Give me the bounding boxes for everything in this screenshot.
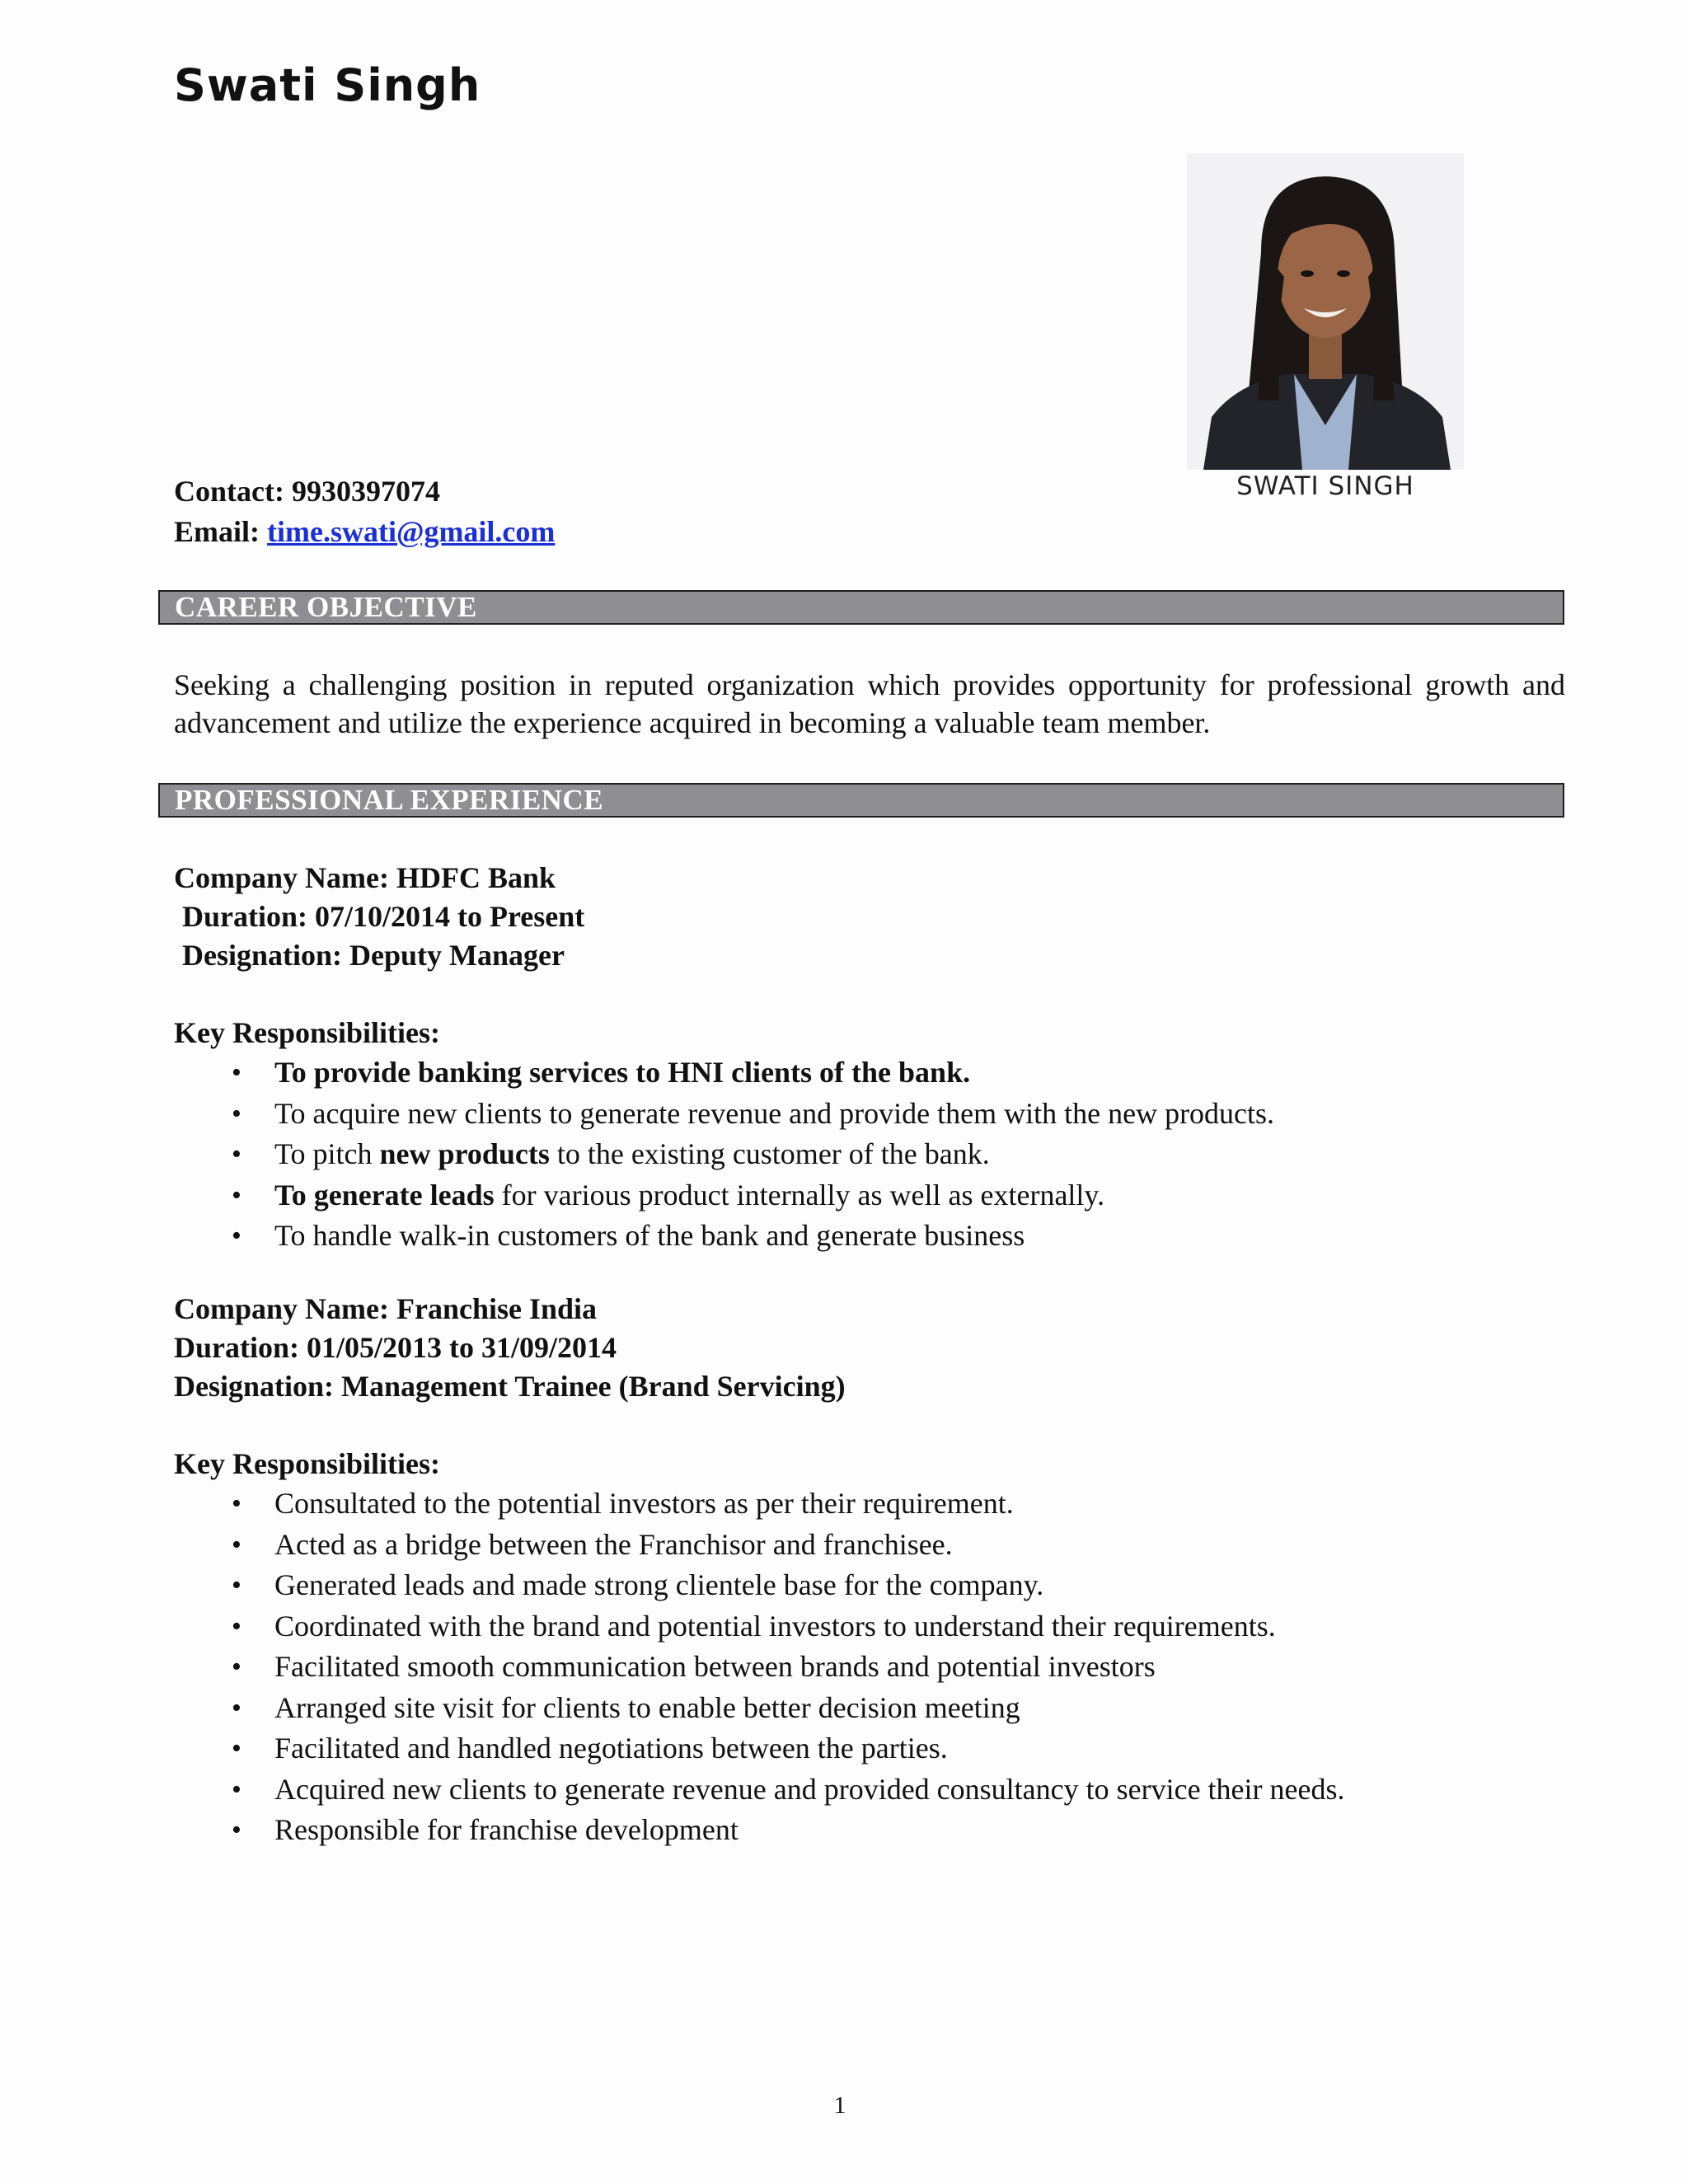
list-item: • Facilitated and handled negotiations between the parties.	[174, 1728, 1345, 1769]
job-designation: Designation: Management Trainee (Brand Servicing)	[174, 1370, 846, 1403]
list-item: • Acquired new clients to generate revenue and provided consultancy to service their needs.	[174, 1769, 1345, 1811]
item-text: To handle walk-in customers of the bank and generate business	[274, 1219, 1025, 1252]
list-item: • Consultated to the potential investors as per their requirement.	[174, 1483, 1345, 1525]
job-designation: Designation: Deputy Manager	[182, 939, 565, 972]
phone-label: Contact:	[174, 475, 284, 508]
photo-caption: SWATI SINGH	[1236, 471, 1414, 501]
list-item: • Facilitated smooth communication between brands and potential investors	[174, 1647, 1345, 1688]
phone-line	[174, 471, 555, 512]
responsibility-list	[174, 1483, 1345, 1851]
profile-photo	[1187, 153, 1464, 470]
job-hdfc	[174, 859, 1274, 1257]
email-line	[174, 512, 555, 552]
list-item: • Arranged site visit for clients to enable better decision meeting	[174, 1688, 1345, 1729]
contact-info	[174, 471, 555, 552]
list-item: • Coordinated with the brand and potential investors to understand their requirements.	[174, 1606, 1345, 1647]
item-text: To pitch	[274, 1137, 380, 1170]
professional-experience-heading: PROFESSIONAL EXPERIENCE	[158, 783, 1564, 818]
key-responsibilities-label: Key Responsibilities:	[174, 1447, 441, 1480]
list-item	[174, 1175, 1274, 1216]
item-bold: new products	[379, 1137, 550, 1170]
item-bold: To provide banking services to HNI clients of the bank.	[274, 1056, 971, 1089]
key-responsibilities-label: Key Responsibilities:	[174, 1016, 441, 1049]
list-item	[174, 1094, 1274, 1135]
career-objective-text: Seeking a challenging position in reputed organization which provides opportunity for professional growth and advancement and utilize the experience acquired in becoming a valuable team member.	[174, 668, 1565, 739]
job-franchise-india	[174, 1290, 1345, 1851]
profile-photo-illustration	[1187, 153, 1464, 470]
job-duration: Duration: 01/05/2013 to 31/09/2014	[174, 1331, 617, 1364]
email-link[interactable]: time.swati@gmail.com	[267, 515, 556, 548]
list-item: • Responsible for franchise development	[174, 1810, 1345, 1851]
company-name: Company Name: Franchise India	[174, 1292, 598, 1325]
job-duration: Duration: 07/10/2014 to Present	[182, 900, 585, 933]
list-item: • Generated leads and made strong clientele base for the company.	[174, 1565, 1345, 1606]
item-text: to the existing customer of the bank.	[549, 1137, 990, 1170]
page-number: 1	[833, 2092, 846, 2119]
list-item	[174, 1134, 1274, 1175]
company-name: Company Name: HDFC Bank	[174, 861, 556, 894]
item-text: To acquire new clients to generate revenue and provide them with the new products.	[274, 1096, 1275, 1130]
phone-number: 9930397074	[291, 475, 440, 508]
list-item	[174, 1052, 1274, 1094]
email-label: Email:	[174, 515, 260, 548]
list-item: • Acted as a bridge between the Franchisor and franchisee.	[174, 1525, 1345, 1566]
item-text: for various product internally as well as externally.	[494, 1178, 1105, 1212]
career-objective-heading: CAREER OBJECTIVE	[158, 590, 1564, 625]
item-bold: To generate leads	[274, 1178, 495, 1212]
list-item	[174, 1216, 1274, 1257]
candidate-name: Swati Singh	[174, 59, 481, 111]
responsibility-list	[174, 1052, 1274, 1257]
